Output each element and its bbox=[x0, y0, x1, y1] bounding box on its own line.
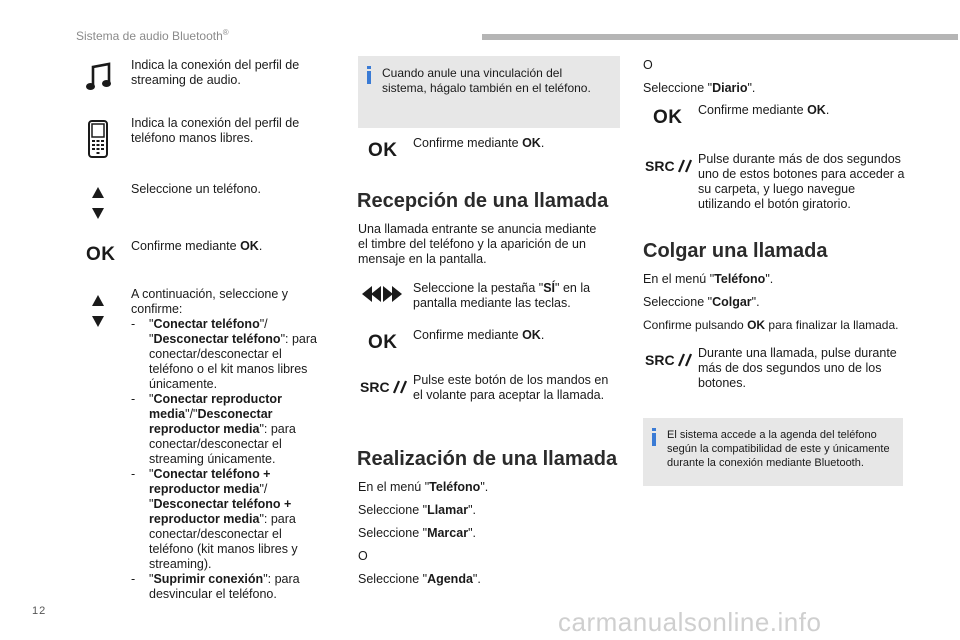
src-hangup-text: Durante una llamada, pulse durante más de dos segundos uno de los botones. bbox=[698, 346, 897, 390]
src-phone-icon: SRC bbox=[645, 157, 692, 175]
list-item: - "Conectar teléfono + reproductor media"/ "Desconectar teléfono + reproductor media": para conectar/desconectar el teléfono (kit manos libres y streaming). bbox=[131, 467, 298, 571]
phone-profile-text: Indica la conexión del perfil de teléfono manos libres. bbox=[131, 116, 300, 145]
recepcion-text: Una llamada entrante se anuncia mediante el timbre del teléfono y la aparición de un mensaje en la pantalla. bbox=[358, 222, 597, 266]
list-item: - "Suprimir conexión": para desvincular el teléfono. bbox=[131, 572, 300, 601]
confirm-ok-text: Confirme mediante OK. bbox=[698, 103, 830, 117]
list-item: - "Conectar teléfono"/ "Desconectar teléfono": para conectar/desconectar el teléfono o el kit manos libres únicamente. bbox=[131, 317, 317, 391]
select-agenda-text: Seleccione "Agenda". bbox=[358, 572, 481, 586]
src-phone-icon: SRC bbox=[645, 351, 692, 369]
menu-telefono-text: En el menú "Teléfono". bbox=[358, 480, 489, 494]
header-title: Sistema de audio Bluetooth® bbox=[76, 28, 229, 43]
then-select-text: A continuación, seleccione y confirme: bbox=[131, 287, 289, 316]
or-text: O bbox=[358, 549, 368, 563]
info-icon bbox=[367, 66, 371, 84]
confirm-ok-text: Confirme mediante OK. bbox=[413, 328, 545, 342]
confirm-pulsando-text: Confirme pulsando OK para finalizar la llamada. bbox=[643, 318, 899, 332]
src-folder-text: Pulse durante más de dos segundos uno de estos botones para acceder a su carpeta, y luego navegue utilizando el botón giratorio. bbox=[698, 152, 905, 211]
connection-options-list bbox=[131, 317, 317, 602]
ok-icon: OK bbox=[368, 332, 398, 353]
select-phone-text: Seleccione un teléfono. bbox=[131, 182, 261, 196]
select-tab-text: Seleccione la pestaña "SÍ" en la pantalla mediante las teclas. bbox=[413, 281, 591, 310]
watermark: carmanualsonline.info bbox=[558, 607, 822, 637]
list-item: - "Conectar reproductor media"/"Desconectar reproductor media": para conectar/desconectar el streaming únicamente. bbox=[131, 392, 296, 466]
confirm-ok-text: Confirme mediante OK. bbox=[131, 239, 263, 253]
heading-realizacion: Realización de una llamada bbox=[357, 448, 618, 470]
music-note-icon bbox=[86, 62, 112, 92]
page-number: 12 bbox=[32, 605, 47, 617]
confirm-ok-text: Confirme mediante OK. bbox=[413, 136, 545, 150]
info-icon bbox=[652, 428, 656, 446]
left-right-arrows-icon bbox=[362, 286, 402, 302]
heading-colgar: Colgar una llamada bbox=[643, 240, 828, 262]
header-bar bbox=[482, 34, 958, 40]
ok-icon: OK bbox=[653, 107, 683, 128]
mobile-phone-icon bbox=[88, 120, 108, 158]
heading-recepcion: Recepción de una llamada bbox=[357, 190, 609, 212]
music-profile-text: Indica la conexión del perfil de streaming de audio. bbox=[131, 58, 300, 87]
info-box: El sistema accede a la agenda del teléfono según la compatibilidad de este y únicamente durante la conexión mediante Bluetooth. bbox=[643, 418, 903, 486]
ok-icon: OK bbox=[86, 244, 116, 265]
ok-icon: OK bbox=[368, 140, 398, 161]
up-down-arrows-icon bbox=[92, 295, 106, 327]
info-box: Cuando anule una vinculación del sistema, hágalo también en el teléfono. bbox=[358, 56, 620, 128]
menu-telefono-text: En el menú "Teléfono". bbox=[643, 272, 774, 286]
select-colgar-text: Seleccione "Colgar". bbox=[643, 295, 760, 309]
src-accept-text: Pulse este botón de los mandos en el volante para aceptar la llamada. bbox=[413, 373, 609, 402]
up-down-arrows-icon bbox=[92, 187, 106, 219]
src-phone-icon: SRC bbox=[360, 378, 407, 396]
select-llamar-text: Seleccione "Llamar". bbox=[358, 503, 476, 517]
or-text: O bbox=[643, 58, 653, 72]
select-diario-text: Seleccione "Diario". bbox=[643, 81, 756, 95]
select-marcar-text: Seleccione "Marcar". bbox=[358, 526, 476, 540]
